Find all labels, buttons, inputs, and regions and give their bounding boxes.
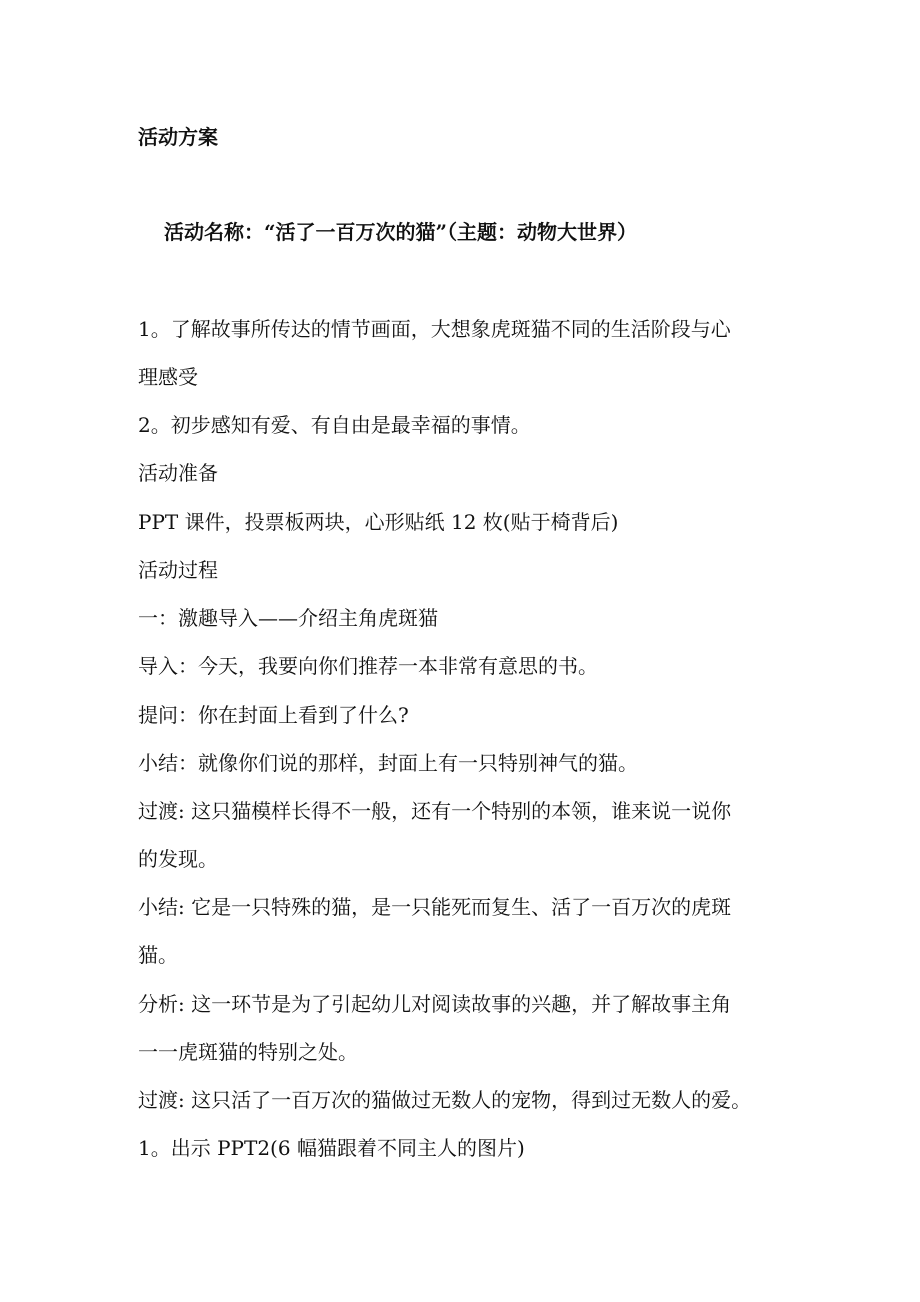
- goal-2: 2。初步感知有爱、有自由是最幸福的事情。: [138, 413, 531, 437]
- show-ppt: 1。出示 PPT2(6 幅猫跟着不同主人的图片): [138, 1136, 525, 1160]
- transition-2: 过渡: 这只活了一百万次的猫做过无数人的宠物，得到过无数人的爱。: [138, 1088, 752, 1112]
- summary-2-line-1: 小结: 它是一只特殊的猫，是一只能死而复生、活了一百万次的虎斑: [138, 895, 732, 919]
- summary-2-line-2: 猫。: [138, 943, 178, 967]
- intro: 导入：今天，我要向你们推荐一本非常有意思的书。: [138, 654, 598, 678]
- prep-heading: 活动准备: [138, 461, 218, 485]
- goal-1-line-2: 理感受: [138, 365, 198, 389]
- analysis-line-1: 分析: 这一环节是为了引起幼儿对阅读故事的兴趣，并了解故事主角: [138, 992, 732, 1016]
- activity-title: 活动名称：“活了一百万次的猫”（主题：动物大世界）: [164, 220, 638, 244]
- question: 提问：你在封面上看到了什么?: [138, 703, 409, 727]
- process-heading: 活动过程: [138, 558, 218, 582]
- prep-text: PPT 课件，投票板两块，心形贴纸 12 枚(贴于椅背后): [138, 510, 619, 534]
- transition-1-line-2: 的发现。: [138, 847, 218, 871]
- document-heading: 活动方案: [138, 125, 218, 149]
- summary-1: 小结：就像你们说的那样，封面上有一只特别神气的猫。: [138, 751, 638, 775]
- goal-1-line-1: 1。了解故事所传达的情节画面，大想象虎斑猫不同的生活阶段与心: [138, 317, 731, 341]
- transition-1-line-1: 过渡: 这只猫模样长得不一般，还有一个特别的本领，谁来说一说你: [138, 799, 732, 823]
- analysis-line-2: 一一虎斑猫的特别之处。: [138, 1040, 358, 1064]
- step-1: 一：激趣导入——介绍主角虎斑猫: [138, 606, 438, 630]
